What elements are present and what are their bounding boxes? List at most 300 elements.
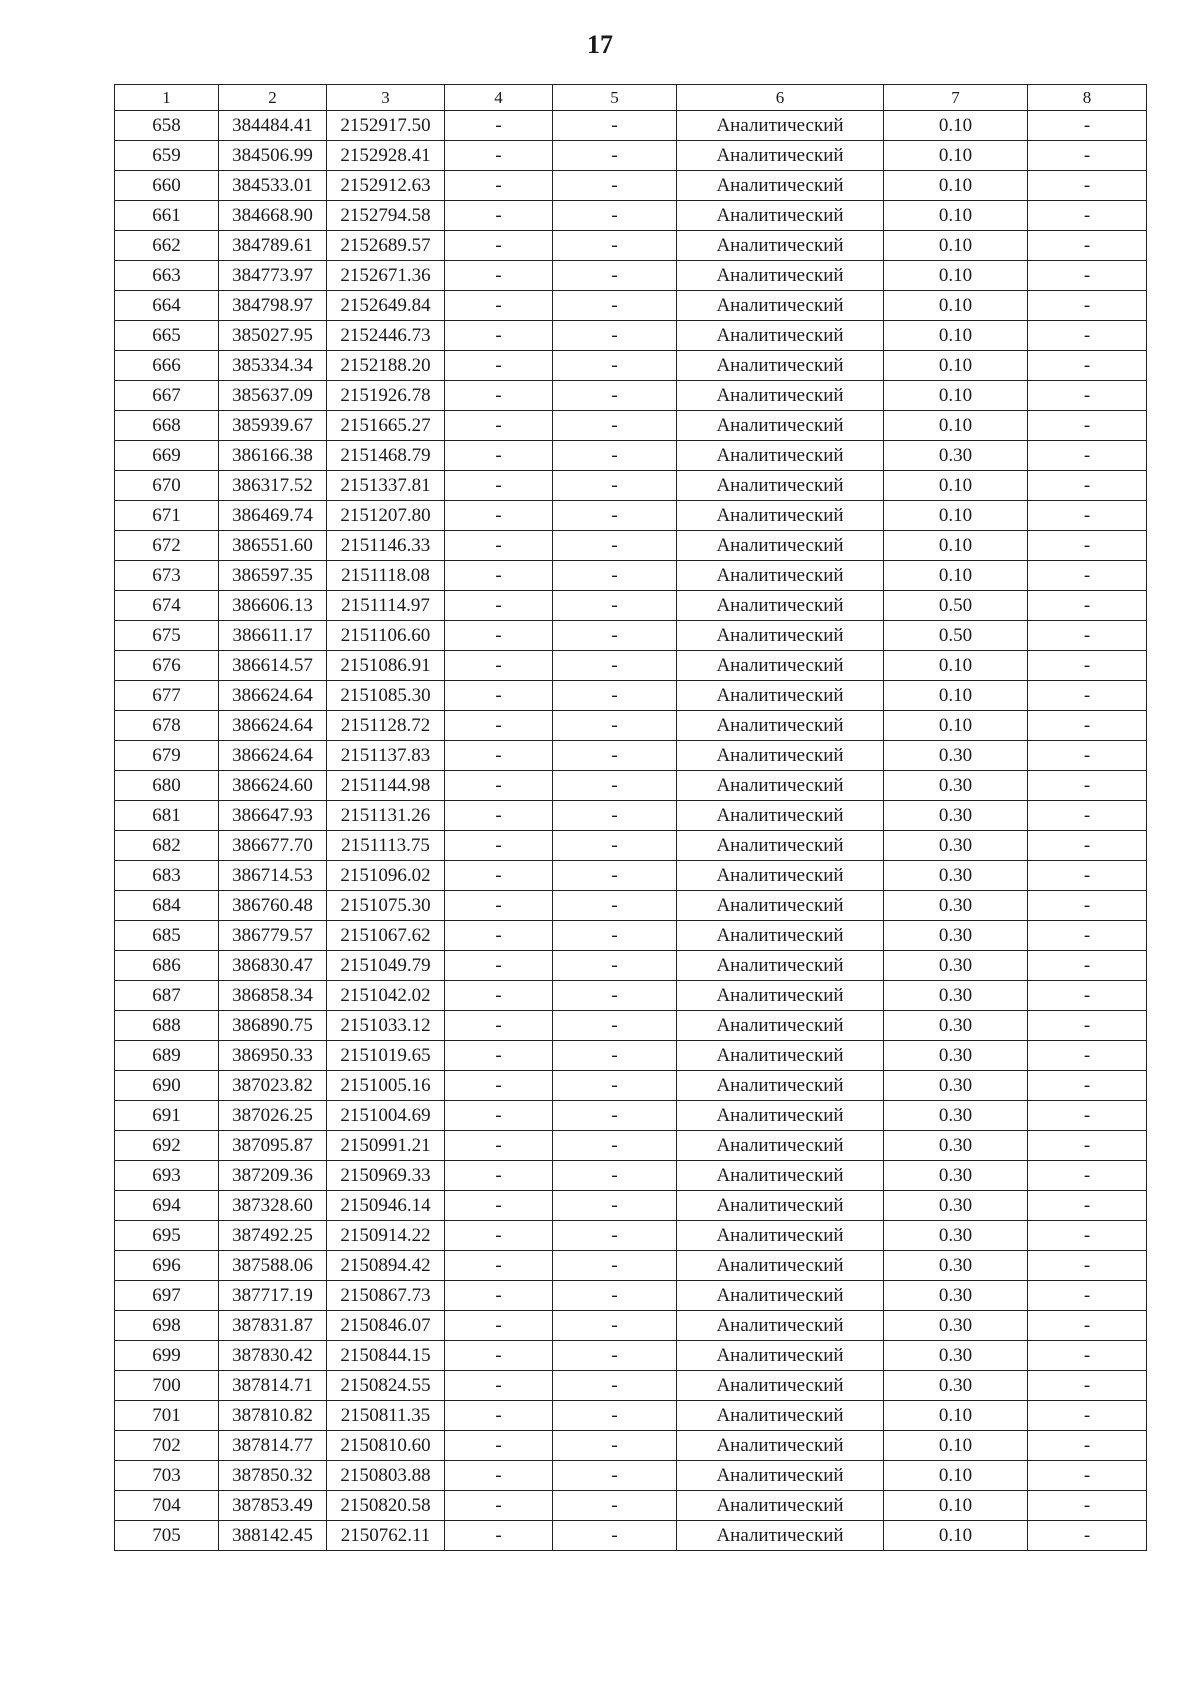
accuracy-cell: 0.30 xyxy=(884,1281,1028,1311)
accuracy-cell: 0.10 xyxy=(884,201,1028,231)
column-4-cell: - xyxy=(445,561,553,591)
point-number-cell: 686 xyxy=(115,951,219,981)
column-8-cell: - xyxy=(1028,261,1147,291)
table-row xyxy=(115,201,1147,231)
accuracy-cell: 0.10 xyxy=(884,171,1028,201)
column-4-cell: - xyxy=(445,1491,553,1521)
y-coordinate-cell: 2151146.33 xyxy=(327,531,445,561)
column-8-cell: - xyxy=(1028,201,1147,231)
y-coordinate-cell: 2151128.72 xyxy=(327,711,445,741)
x-coordinate-cell: 387095.87 xyxy=(219,1131,327,1161)
accuracy-cell: 0.10 xyxy=(884,351,1028,381)
x-coordinate-cell: 386614.57 xyxy=(219,651,327,681)
point-number-cell: 673 xyxy=(115,561,219,591)
column-5-cell: - xyxy=(553,1491,677,1521)
y-coordinate-cell: 2150894.42 xyxy=(327,1251,445,1281)
column-header: 5 xyxy=(553,85,677,111)
column-4-cell: - xyxy=(445,861,553,891)
column-5-cell: - xyxy=(553,1251,677,1281)
table-row xyxy=(115,801,1147,831)
accuracy-cell: 0.10 xyxy=(884,1401,1028,1431)
x-coordinate-cell: 387588.06 xyxy=(219,1251,327,1281)
x-coordinate-cell: 388142.45 xyxy=(219,1521,327,1551)
table-row xyxy=(115,591,1147,621)
column-8-cell: - xyxy=(1028,1251,1147,1281)
method-cell: Аналитический xyxy=(677,261,884,291)
column-8-cell: - xyxy=(1028,651,1147,681)
column-5-cell: - xyxy=(553,471,677,501)
point-number-cell: 695 xyxy=(115,1221,219,1251)
method-cell: Аналитический xyxy=(677,351,884,381)
column-8-cell: - xyxy=(1028,1401,1147,1431)
column-5-cell: - xyxy=(553,1281,677,1311)
column-4-cell: - xyxy=(445,1071,553,1101)
column-4-cell: - xyxy=(445,1431,553,1461)
column-5-cell: - xyxy=(553,1101,677,1131)
table-row xyxy=(115,1281,1147,1311)
point-number-cell: 675 xyxy=(115,621,219,651)
y-coordinate-cell: 2151926.78 xyxy=(327,381,445,411)
column-5-cell: - xyxy=(553,1431,677,1461)
column-4-cell: - xyxy=(445,501,553,531)
column-5-cell: - xyxy=(553,111,677,141)
column-8-cell: - xyxy=(1028,351,1147,381)
column-5-cell: - xyxy=(553,1401,677,1431)
point-number-cell: 674 xyxy=(115,591,219,621)
table-row xyxy=(115,831,1147,861)
column-4-cell: - xyxy=(445,1521,553,1551)
y-coordinate-cell: 2152649.84 xyxy=(327,291,445,321)
x-coordinate-cell: 386606.13 xyxy=(219,591,327,621)
point-number-cell: 676 xyxy=(115,651,219,681)
x-coordinate-cell: 387209.36 xyxy=(219,1161,327,1191)
x-coordinate-cell: 387850.32 xyxy=(219,1461,327,1491)
column-8-cell: - xyxy=(1028,1011,1147,1041)
x-coordinate-cell: 384506.99 xyxy=(219,141,327,171)
column-5-cell: - xyxy=(553,1521,677,1551)
column-4-cell: - xyxy=(445,531,553,561)
x-coordinate-cell: 387853.49 xyxy=(219,1491,327,1521)
x-coordinate-cell: 384798.97 xyxy=(219,291,327,321)
column-4-cell: - xyxy=(445,741,553,771)
point-number-cell: 705 xyxy=(115,1521,219,1551)
point-number-cell: 685 xyxy=(115,921,219,951)
point-number-cell: 661 xyxy=(115,201,219,231)
table-row xyxy=(115,1101,1147,1131)
x-coordinate-cell: 385334.34 xyxy=(219,351,327,381)
column-8-cell: - xyxy=(1028,561,1147,591)
method-cell: Аналитический xyxy=(677,1491,884,1521)
column-4-cell: - xyxy=(445,231,553,261)
method-cell: Аналитический xyxy=(677,531,884,561)
point-number-cell: 694 xyxy=(115,1191,219,1221)
y-coordinate-cell: 2151118.08 xyxy=(327,561,445,591)
table-row xyxy=(115,981,1147,1011)
point-number-cell: 682 xyxy=(115,831,219,861)
column-4-cell: - xyxy=(445,1251,553,1281)
x-coordinate-cell: 386166.38 xyxy=(219,441,327,471)
x-coordinate-cell: 385939.67 xyxy=(219,411,327,441)
point-number-cell: 704 xyxy=(115,1491,219,1521)
column-4-cell: - xyxy=(445,1461,553,1491)
header-row xyxy=(115,85,1147,111)
column-5-cell: - xyxy=(553,891,677,921)
column-8-cell: - xyxy=(1028,1281,1147,1311)
table-row xyxy=(115,1011,1147,1041)
table-row xyxy=(115,561,1147,591)
point-number-cell: 684 xyxy=(115,891,219,921)
accuracy-cell: 0.30 xyxy=(884,1101,1028,1131)
method-cell: Аналитический xyxy=(677,831,884,861)
point-number-cell: 690 xyxy=(115,1071,219,1101)
point-number-cell: 663 xyxy=(115,261,219,291)
accuracy-cell: 0.30 xyxy=(884,921,1028,951)
accuracy-cell: 0.10 xyxy=(884,141,1028,171)
point-number-cell: 671 xyxy=(115,501,219,531)
column-8-cell: - xyxy=(1028,1521,1147,1551)
table-row xyxy=(115,531,1147,561)
column-8-cell: - xyxy=(1028,111,1147,141)
table-row xyxy=(115,1521,1147,1551)
column-8-cell: - xyxy=(1028,531,1147,561)
method-cell: Аналитический xyxy=(677,921,884,951)
x-coordinate-cell: 387023.82 xyxy=(219,1071,327,1101)
table-row xyxy=(115,501,1147,531)
x-coordinate-cell: 386624.64 xyxy=(219,741,327,771)
accuracy-cell: 0.30 xyxy=(884,801,1028,831)
table-row xyxy=(115,171,1147,201)
column-4-cell: - xyxy=(445,411,553,441)
column-8-cell: - xyxy=(1028,471,1147,501)
x-coordinate-cell: 386551.60 xyxy=(219,531,327,561)
y-coordinate-cell: 2151005.16 xyxy=(327,1071,445,1101)
x-coordinate-cell: 387830.42 xyxy=(219,1341,327,1371)
table-row xyxy=(115,921,1147,951)
column-4-cell: - xyxy=(445,441,553,471)
method-cell: Аналитический xyxy=(677,1311,884,1341)
y-coordinate-cell: 2151004.69 xyxy=(327,1101,445,1131)
method-cell: Аналитический xyxy=(677,471,884,501)
column-5-cell: - xyxy=(553,1161,677,1191)
x-coordinate-cell: 385027.95 xyxy=(219,321,327,351)
y-coordinate-cell: 2150762.11 xyxy=(327,1521,445,1551)
column-8-cell: - xyxy=(1028,1311,1147,1341)
x-coordinate-cell: 384773.97 xyxy=(219,261,327,291)
method-cell: Аналитический xyxy=(677,1371,884,1401)
table-body xyxy=(115,111,1147,1551)
method-cell: Аналитический xyxy=(677,891,884,921)
method-cell: Аналитический xyxy=(677,741,884,771)
column-8-cell: - xyxy=(1028,291,1147,321)
y-coordinate-cell: 2151207.80 xyxy=(327,501,445,531)
method-cell: Аналитический xyxy=(677,111,884,141)
x-coordinate-cell: 387328.60 xyxy=(219,1191,327,1221)
method-cell: Аналитический xyxy=(677,321,884,351)
table-row xyxy=(115,1251,1147,1281)
column-4-cell: - xyxy=(445,351,553,381)
y-coordinate-cell: 2151019.65 xyxy=(327,1041,445,1071)
x-coordinate-cell: 386624.60 xyxy=(219,771,327,801)
column-4-cell: - xyxy=(445,771,553,801)
column-header: 3 xyxy=(327,85,445,111)
column-4-cell: - xyxy=(445,1311,553,1341)
column-8-cell: - xyxy=(1028,981,1147,1011)
column-5-cell: - xyxy=(553,501,677,531)
point-number-cell: 688 xyxy=(115,1011,219,1041)
method-cell: Аналитический xyxy=(677,411,884,441)
method-cell: Аналитический xyxy=(677,1011,884,1041)
table-row xyxy=(115,261,1147,291)
table-row xyxy=(115,1311,1147,1341)
column-5-cell: - xyxy=(553,261,677,291)
x-coordinate-cell: 386624.64 xyxy=(219,681,327,711)
accuracy-cell: 0.30 xyxy=(884,741,1028,771)
y-coordinate-cell: 2151096.02 xyxy=(327,861,445,891)
column-4-cell: - xyxy=(445,321,553,351)
point-number-cell: 677 xyxy=(115,681,219,711)
point-number-cell: 660 xyxy=(115,171,219,201)
column-8-cell: - xyxy=(1028,1191,1147,1221)
accuracy-cell: 0.30 xyxy=(884,1131,1028,1161)
column-4-cell: - xyxy=(445,171,553,201)
method-cell: Аналитический xyxy=(677,1131,884,1161)
method-cell: Аналитический xyxy=(677,681,884,711)
column-4-cell: - xyxy=(445,111,553,141)
y-coordinate-cell: 2151131.26 xyxy=(327,801,445,831)
column-5-cell: - xyxy=(553,291,677,321)
column-5-cell: - xyxy=(553,1341,677,1371)
column-4-cell: - xyxy=(445,291,553,321)
table-row xyxy=(115,381,1147,411)
y-coordinate-cell: 2152912.63 xyxy=(327,171,445,201)
y-coordinate-cell: 2151468.79 xyxy=(327,441,445,471)
column-4-cell: - xyxy=(445,1371,553,1401)
accuracy-cell: 0.30 xyxy=(884,1071,1028,1101)
column-5-cell: - xyxy=(553,201,677,231)
table-row xyxy=(115,1041,1147,1071)
x-coordinate-cell: 384668.90 xyxy=(219,201,327,231)
y-coordinate-cell: 2150844.15 xyxy=(327,1341,445,1371)
column-5-cell: - xyxy=(553,921,677,951)
table-row xyxy=(115,111,1147,141)
column-8-cell: - xyxy=(1028,231,1147,261)
point-number-cell: 689 xyxy=(115,1041,219,1071)
y-coordinate-cell: 2151106.60 xyxy=(327,621,445,651)
method-cell: Аналитический xyxy=(677,171,884,201)
column-4-cell: - xyxy=(445,201,553,231)
column-5-cell: - xyxy=(553,591,677,621)
table-row xyxy=(115,291,1147,321)
table-row xyxy=(115,1401,1147,1431)
accuracy-cell: 0.30 xyxy=(884,1041,1028,1071)
column-header: 2 xyxy=(219,85,327,111)
column-5-cell: - xyxy=(553,951,677,981)
method-cell: Аналитический xyxy=(677,561,884,591)
column-5-cell: - xyxy=(553,1371,677,1401)
x-coordinate-cell: 387814.71 xyxy=(219,1371,327,1401)
column-header: 4 xyxy=(445,85,553,111)
method-cell: Аналитический xyxy=(677,801,884,831)
column-8-cell: - xyxy=(1028,171,1147,201)
y-coordinate-cell: 2151042.02 xyxy=(327,981,445,1011)
y-coordinate-cell: 2150991.21 xyxy=(327,1131,445,1161)
method-cell: Аналитический xyxy=(677,951,884,981)
point-number-cell: 678 xyxy=(115,711,219,741)
y-coordinate-cell: 2150969.33 xyxy=(327,1161,445,1191)
accuracy-cell: 0.10 xyxy=(884,531,1028,561)
accuracy-cell: 0.30 xyxy=(884,1371,1028,1401)
column-8-cell: - xyxy=(1028,891,1147,921)
column-4-cell: - xyxy=(445,1011,553,1041)
y-coordinate-cell: 2152446.73 xyxy=(327,321,445,351)
column-4-cell: - xyxy=(445,681,553,711)
x-coordinate-cell: 387831.87 xyxy=(219,1311,327,1341)
method-cell: Аналитический xyxy=(677,861,884,891)
x-coordinate-cell: 386317.52 xyxy=(219,471,327,501)
column-5-cell: - xyxy=(553,1221,677,1251)
point-number-cell: 700 xyxy=(115,1371,219,1401)
column-5-cell: - xyxy=(553,441,677,471)
column-5-cell: - xyxy=(553,621,677,651)
x-coordinate-cell: 386469.74 xyxy=(219,501,327,531)
method-cell: Аналитический xyxy=(677,1161,884,1191)
column-8-cell: - xyxy=(1028,681,1147,711)
y-coordinate-cell: 2151113.75 xyxy=(327,831,445,861)
column-5-cell: - xyxy=(553,741,677,771)
column-5-cell: - xyxy=(553,1011,677,1041)
table-row xyxy=(115,141,1147,171)
method-cell: Аналитический xyxy=(677,711,884,741)
column-4-cell: - xyxy=(445,261,553,291)
table-row xyxy=(115,411,1147,441)
column-5-cell: - xyxy=(553,381,677,411)
column-header: 6 xyxy=(677,85,884,111)
method-cell: Аналитический xyxy=(677,141,884,171)
method-cell: Аналитический xyxy=(677,1521,884,1551)
column-8-cell: - xyxy=(1028,921,1147,951)
column-5-cell: - xyxy=(553,861,677,891)
column-header: 7 xyxy=(884,85,1028,111)
method-cell: Аналитический xyxy=(677,231,884,261)
column-8-cell: - xyxy=(1028,1371,1147,1401)
method-cell: Аналитический xyxy=(677,621,884,651)
coordinates-table xyxy=(114,84,1147,1551)
accuracy-cell: 0.10 xyxy=(884,501,1028,531)
y-coordinate-cell: 2152794.58 xyxy=(327,201,445,231)
accuracy-cell: 0.30 xyxy=(884,771,1028,801)
method-cell: Аналитический xyxy=(677,441,884,471)
accuracy-cell: 0.30 xyxy=(884,981,1028,1011)
column-5-cell: - xyxy=(553,321,677,351)
point-number-cell: 672 xyxy=(115,531,219,561)
column-8-cell: - xyxy=(1028,741,1147,771)
point-number-cell: 691 xyxy=(115,1101,219,1131)
column-8-cell: - xyxy=(1028,801,1147,831)
column-5-cell: - xyxy=(553,651,677,681)
method-cell: Аналитический xyxy=(677,1071,884,1101)
table-row xyxy=(115,1221,1147,1251)
accuracy-cell: 0.10 xyxy=(884,291,1028,321)
column-4-cell: - xyxy=(445,801,553,831)
column-5-cell: - xyxy=(553,1461,677,1491)
table-row xyxy=(115,1191,1147,1221)
point-number-cell: 658 xyxy=(115,111,219,141)
column-8-cell: - xyxy=(1028,1221,1147,1251)
method-cell: Аналитический xyxy=(677,1041,884,1071)
point-number-cell: 697 xyxy=(115,1281,219,1311)
accuracy-cell: 0.30 xyxy=(884,441,1028,471)
column-5-cell: - xyxy=(553,801,677,831)
point-number-cell: 662 xyxy=(115,231,219,261)
column-8-cell: - xyxy=(1028,1101,1147,1131)
point-number-cell: 668 xyxy=(115,411,219,441)
column-4-cell: - xyxy=(445,1131,553,1161)
column-5-cell: - xyxy=(553,1041,677,1071)
accuracy-cell: 0.10 xyxy=(884,1431,1028,1461)
x-coordinate-cell: 387492.25 xyxy=(219,1221,327,1251)
y-coordinate-cell: 2150867.73 xyxy=(327,1281,445,1311)
method-cell: Аналитический xyxy=(677,981,884,1011)
column-8-cell: - xyxy=(1028,381,1147,411)
table-row xyxy=(115,621,1147,651)
accuracy-cell: 0.50 xyxy=(884,621,1028,651)
point-number-cell: 669 xyxy=(115,441,219,471)
column-4-cell: - xyxy=(445,981,553,1011)
column-4-cell: - xyxy=(445,1191,553,1221)
column-4-cell: - xyxy=(445,951,553,981)
accuracy-cell: 0.10 xyxy=(884,231,1028,261)
method-cell: Аналитический xyxy=(677,1251,884,1281)
column-8-cell: - xyxy=(1028,1491,1147,1521)
column-8-cell: - xyxy=(1028,591,1147,621)
column-4-cell: - xyxy=(445,651,553,681)
column-8-cell: - xyxy=(1028,501,1147,531)
table-row xyxy=(115,1371,1147,1401)
accuracy-cell: 0.10 xyxy=(884,321,1028,351)
x-coordinate-cell: 387717.19 xyxy=(219,1281,327,1311)
x-coordinate-cell: 387810.82 xyxy=(219,1401,327,1431)
column-4-cell: - xyxy=(445,831,553,861)
method-cell: Аналитический xyxy=(677,1281,884,1311)
y-coordinate-cell: 2152928.41 xyxy=(327,141,445,171)
point-number-cell: 664 xyxy=(115,291,219,321)
y-coordinate-cell: 2152671.36 xyxy=(327,261,445,291)
accuracy-cell: 0.10 xyxy=(884,261,1028,291)
table-row xyxy=(115,771,1147,801)
table-row xyxy=(115,1491,1147,1521)
column-8-cell: - xyxy=(1028,1161,1147,1191)
table-row xyxy=(115,1161,1147,1191)
y-coordinate-cell: 2151085.30 xyxy=(327,681,445,711)
accuracy-cell: 0.30 xyxy=(884,1161,1028,1191)
column-4-cell: - xyxy=(445,471,553,501)
point-number-cell: 693 xyxy=(115,1161,219,1191)
accuracy-cell: 0.30 xyxy=(884,1191,1028,1221)
column-8-cell: - xyxy=(1028,1431,1147,1461)
column-4-cell: - xyxy=(445,1341,553,1371)
method-cell: Аналитический xyxy=(677,1431,884,1461)
y-coordinate-cell: 2151137.83 xyxy=(327,741,445,771)
method-cell: Аналитический xyxy=(677,771,884,801)
y-coordinate-cell: 2151337.81 xyxy=(327,471,445,501)
table-row xyxy=(115,681,1147,711)
accuracy-cell: 0.10 xyxy=(884,1491,1028,1521)
y-coordinate-cell: 2152188.20 xyxy=(327,351,445,381)
accuracy-cell: 0.50 xyxy=(884,591,1028,621)
column-5-cell: - xyxy=(553,711,677,741)
table-row xyxy=(115,651,1147,681)
point-number-cell: 665 xyxy=(115,321,219,351)
